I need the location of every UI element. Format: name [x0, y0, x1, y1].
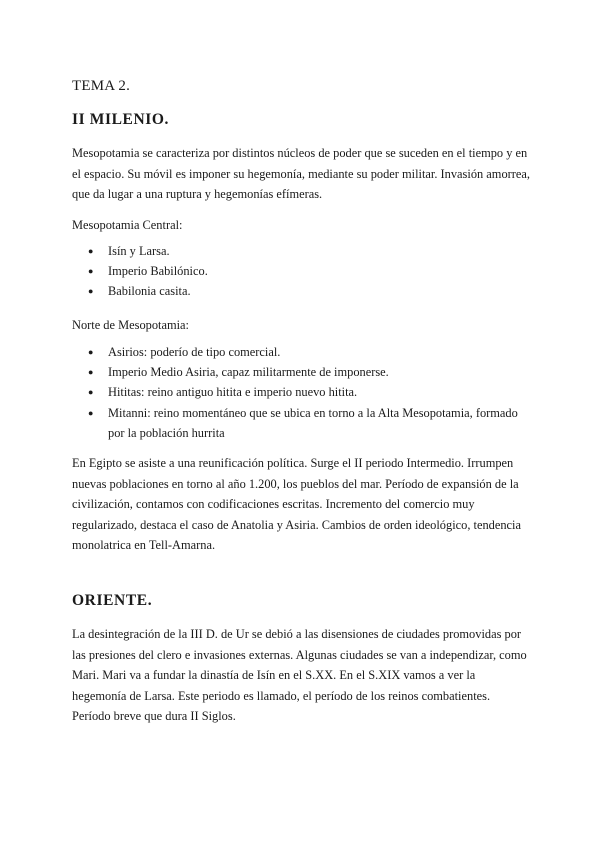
bullet-icon: ● [88, 407, 94, 418]
document-title: TEMA 2. [72, 78, 131, 94]
paragraph-egipto: En Egipto se asiste a una reunificación política. Surge el II periodo Intermedio. Irrumpen nuevas poblaciones en torno al año 1.200, los pueblos del mar. Período de expansión de la civilización, contamos con codificaciones escritas. Incremento del comercio muy regularizado, destaca el caso de Anatolia y Asiria. Cambios de orden ideológico, tendencia monolatrica en Tell-Amarna. [72, 456, 522, 552]
list-norte-mesopotamia [72, 342, 532, 443]
list-item [72, 281, 532, 301]
list-item-text: Asirios: poderío de tipo comercial. [108, 345, 281, 359]
bullet-icon: ● [88, 266, 94, 277]
list-item-text: Imperio Medio Asiria, capaz militarmente de imponerse. [108, 365, 389, 380]
list-item [72, 241, 532, 261]
list-mesopotamia-central [72, 241, 532, 302]
section-heading-ii-milenio: II MILENIO. [72, 111, 170, 128]
list-item-text: Hititas: reino antiguo hitita e imperio nuevo hitita. [108, 385, 358, 400]
bullet-icon: ● [88, 286, 94, 297]
list-item [72, 342, 532, 362]
label-mesopotamia-central: Mesopotamia Central: [72, 218, 183, 232]
list-item [72, 362, 532, 382]
list-item-text: Babilonia casita. [108, 284, 191, 299]
list-item-text: Isín y Larsa. [108, 244, 170, 258]
list-item-text: Mitanni: reino momentáneo que se ubica en torno a la Alta Mesopotamia, formado por la población hurrita [108, 405, 518, 440]
list-item [72, 382, 532, 402]
bullet-icon: ● [88, 347, 94, 357]
bullet-icon: ● [88, 387, 94, 398]
list-item [72, 403, 532, 443]
list-item [72, 261, 532, 281]
list-item-text: Imperio Babilónico. [108, 264, 208, 279]
section-heading-oriente: ORIENTE. [72, 592, 153, 609]
bullet-icon: ● [88, 246, 94, 256]
bullet-icon: ● [88, 367, 94, 378]
paragraph-oriente: La desintegración de la III D. de Ur se debió a las disensiones de ciudades promovidas por las presiones del clero e invasiones externas. Algunas ciudades se van a independizar, como Mari. Mari va a fundar la dinastía de Isín en el S.XX. En el S.XIX vamos a ver la hegemonía de Larsa. Este periodo es llamado, el período de los reinos combatientes. Período breve que dura II Siglos. [72, 627, 527, 723]
paragraph-mesopotamia-intro: Mesopotamia se caracteriza por distintos núcleos de poder que se suceden en el tiempo y en el espacio. Su móvil es imponer su hegemonía, mediante su poder militar. Invasión amorrea, que da lugar a una ruptura y hegemonías efímeras. [72, 146, 530, 201]
label-norte-mesopotamia: Norte de Mesopotamia: [72, 318, 189, 332]
